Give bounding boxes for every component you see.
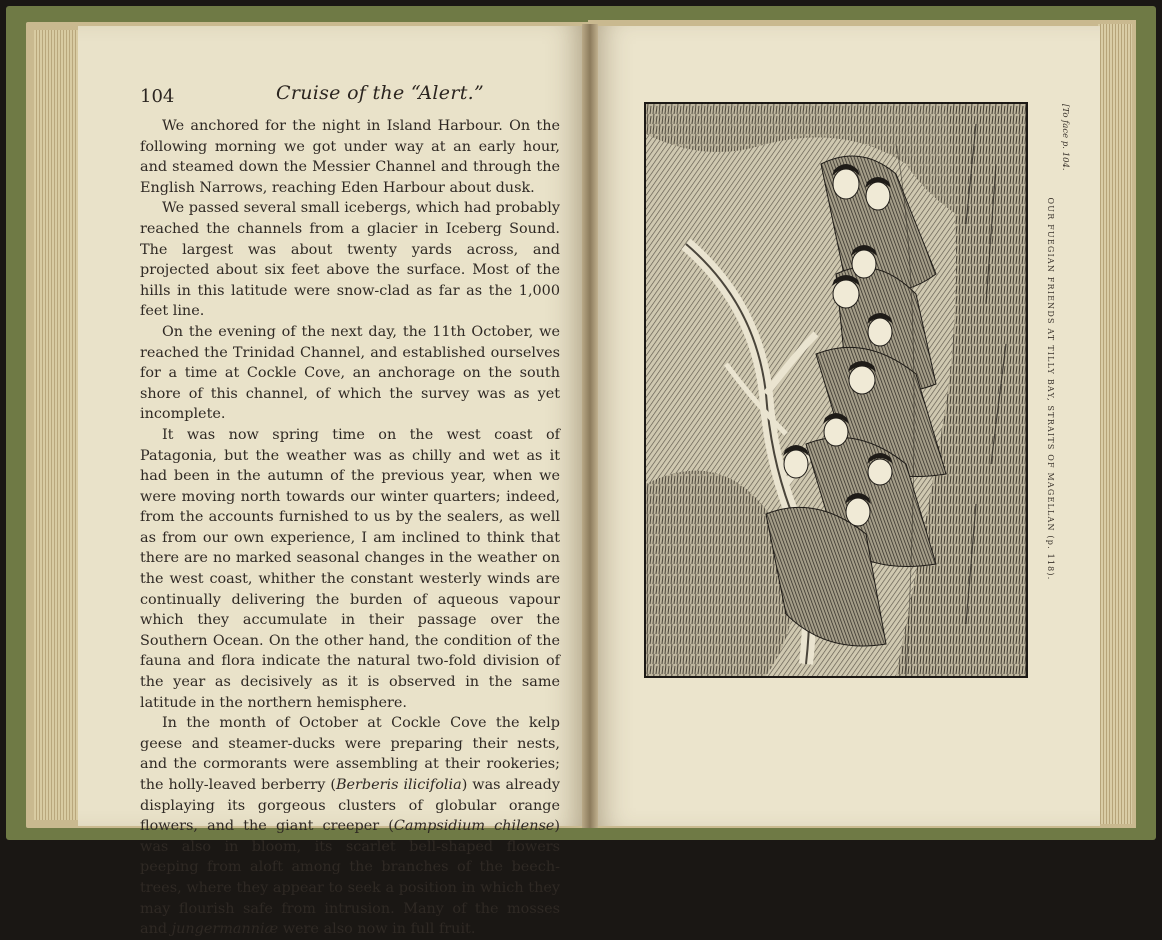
body-text	[140, 116, 560, 940]
species-name: Berberis ilicifolia	[335, 777, 462, 793]
paragraph: We anchored for the night in Island Harbour. On the following morning we got under way at an early hour, and steamed down the Messier Channel and through the English Narrows, reaching Eden Harbour about dusk.	[140, 118, 560, 196]
text-run: ) was already displaying its gorgeous clusters of globular orange flowers, and the giant creeper (	[140, 777, 560, 835]
paragraph	[140, 713, 560, 940]
page-number: 104	[140, 86, 175, 107]
paragraph: On the evening of the next day, the 11th October, we reached the Trinidad Channel, and established ourselves for a time at Cockle Cove, an anchorage on the south shore of this channel, of which the survey was as yet incomplete.	[140, 323, 560, 423]
paragraph: It was now spring time on the west coast of Patagonia, but the weather was as chilly and wet as it had been in the autumn of the previous year, when we were moving north towards our winter quarters; indeed, from the accounts furnished to us by the sealers, as well as from our own experience, I am inclined to think that there are no marked seasonal changes in the weather on the west coast, whither the constant westerly winds are continually delivering the burden of aqueous vapour which they accumulate in their passage over the Southern Ocean. On the other hand, the condition of the fauna and flora indicate the natural two-fold division of the year as decisively as it is observed in the same latitude in the northern hemisphere.	[140, 426, 560, 711]
text-run: ) was also in bloom, its scarlet bell-shaped flowers peeping from aloft among the branches of the beech-trees, where they appear to seek a position in which they may flourish safe from intrusion. Many of the mosses and	[140, 818, 560, 938]
text-run: In the month of October at Cockle Cove the kelp geese and steamer-ducks were preparing their nests, and the cormorants were assembling at their rookeries; the holly-leaved berberry (	[140, 715, 560, 793]
facing-note: [To face p. 104.	[1060, 104, 1070, 171]
paragraph: We passed several small icebergs, which had probably reached the channels from a glacier in Iceberg Sound. The largest was about twenty yards across, and projected about six feet above the surface. Most of the hills in this latitude were snow-clad as far as the 1,000 feet line.	[140, 200, 560, 320]
engraved-illustration	[644, 102, 1028, 678]
caption-text: OUR FUEGIAN FRIENDS AT TILLY BAY, STRAITS OF MAGELLAN (p. 118).	[1046, 197, 1055, 581]
species-name: jungermanniæ	[171, 921, 279, 938]
species-name: Campsidium chilense	[393, 818, 555, 835]
facing-note-box	[1056, 104, 1076, 204]
engraving-drawing	[646, 104, 1026, 676]
left-page-edges	[34, 30, 82, 820]
text-run: were also now in full fruit.	[278, 921, 476, 938]
plate-caption	[1035, 104, 1055, 674]
book-gutter	[582, 24, 598, 828]
running-head: Cruise of the “Alert.”	[276, 82, 485, 104]
right-page-edges	[1098, 24, 1132, 824]
